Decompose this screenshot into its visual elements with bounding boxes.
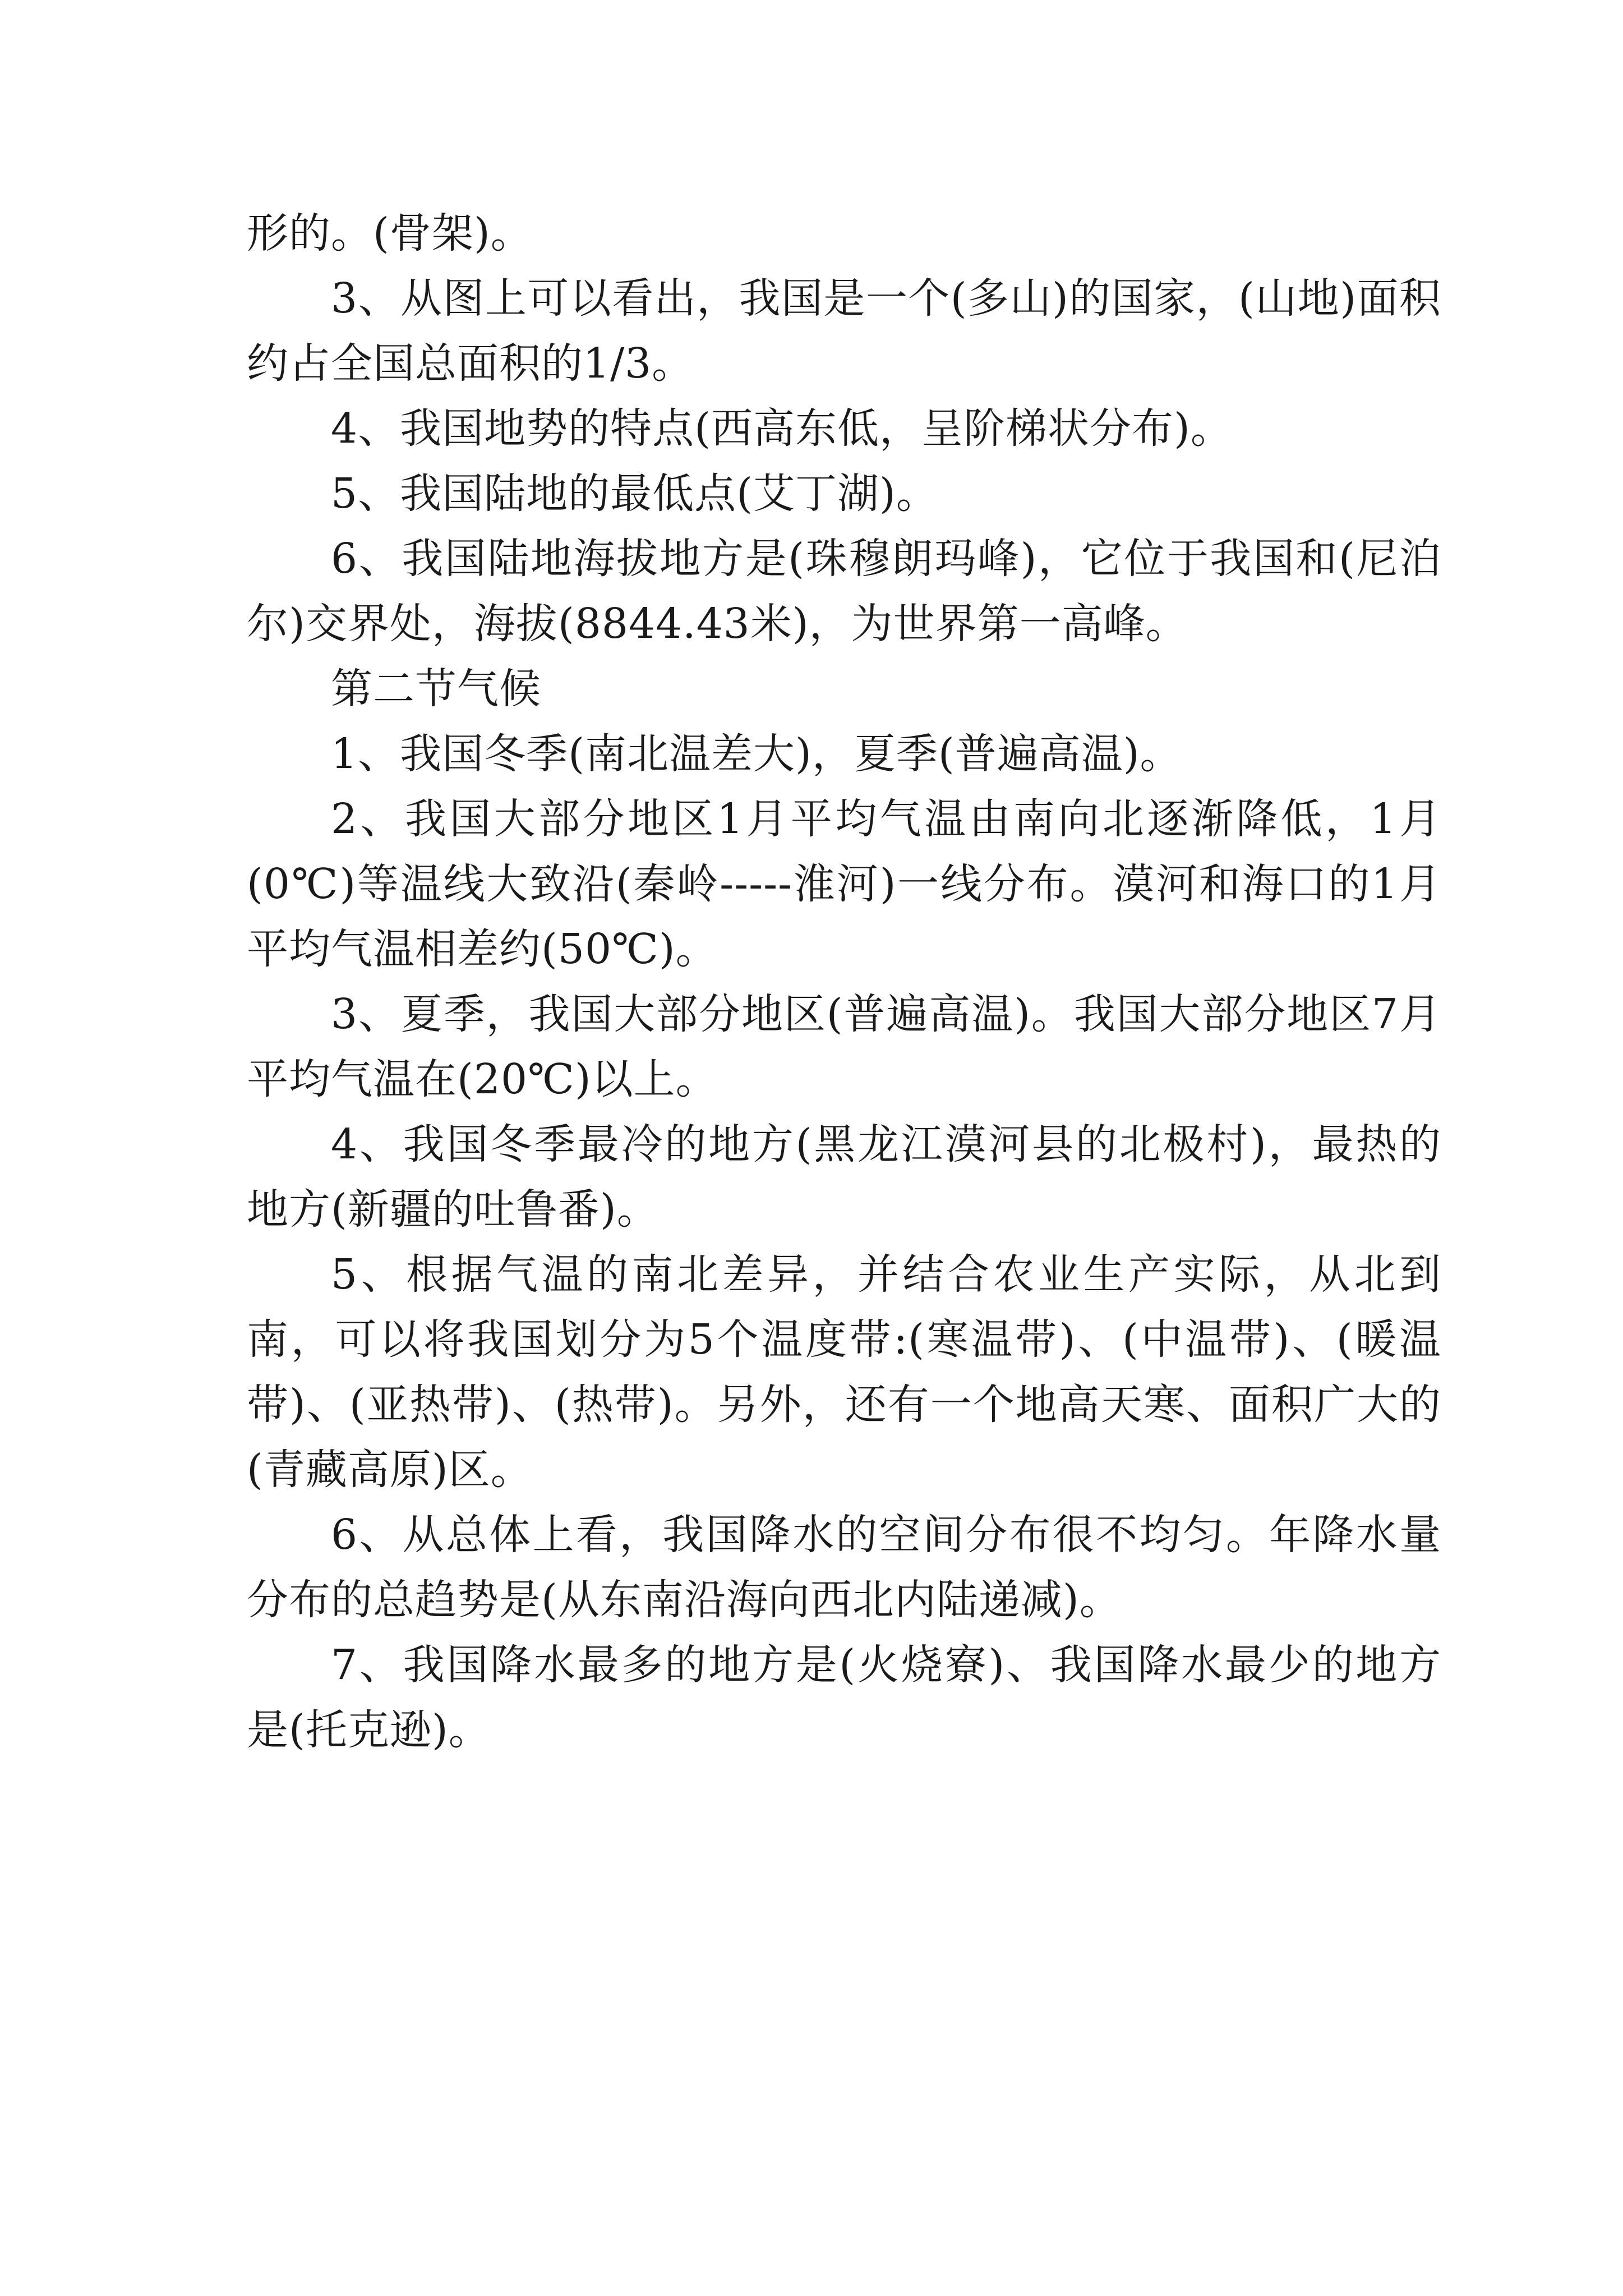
document-body <box>247 201 1441 1763</box>
paragraph: 4、我国冬季最冷的地方(黑龙江漠河县的北极村)，最热的地方(新疆的吐鲁番)。 <box>247 1120 1441 1234</box>
paragraph: 6、我国陆地海拔地方是(珠穆朗玛峰)，它位于我国和(尼泊尔)交界处，海拔(8844.43米)，为世界第一高峰。 <box>247 535 1441 648</box>
paragraph: 形的。(骨架)。 <box>247 209 533 257</box>
paragraph: 2、我国大部分地区1月平均气温由南向北逐渐降低，1月(0℃)等温线大致沿(秦岭-----淮河)一线分布。漠河和海口的1月平均气温相差约(50℃)。 <box>247 795 1441 973</box>
paragraph: 3、夏季，我国大部分地区(普遍高温)。我国大部分地区7月平均气温在(20℃)以上。 <box>247 990 1441 1103</box>
paragraph: 4、我国地势的特点(西高东低，呈阶梯状分布)。 <box>331 404 1233 453</box>
paragraph: 3、从图上可以看出，我国是一个(多山)的国家，(山地)面积约占全国总面积的1/3。 <box>247 274 1441 388</box>
paragraph: 1、我国冬季(南北温差大)，夏季(普遍高温)。 <box>331 730 1182 778</box>
paragraph: 5、我国陆地的最低点(艾丁湖)。 <box>331 470 938 518</box>
section-heading: 第二节气候 <box>331 665 541 713</box>
paragraph: 6、从总体上看，我国降水的空间分布很不均匀。年降水量分布的总趋势是(从东南沿海向西北内陆递减)。 <box>247 1511 1441 1624</box>
paragraph: 5、根据气温的南北差异，并结合农业生产实际，从北到南，可以将我国划分为5个温度带:(寒温带)、(中温带)、(暖温带)、(亚热带)、(热带)。另外，还有一个地高天寒、面积广大的(青藏高原)区。 <box>247 1250 1441 1494</box>
paragraph: 7、我国降水最多的地方是(火烧寮)、我国降水最少的地方是(托克逊)。 <box>247 1641 1441 1754</box>
